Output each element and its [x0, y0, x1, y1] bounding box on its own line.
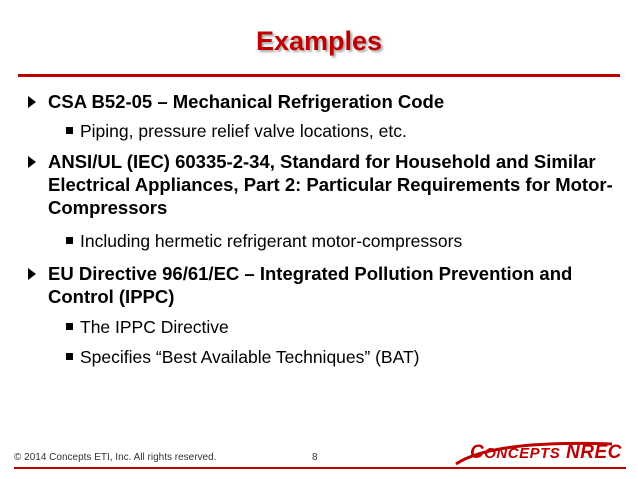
company-logo [452, 438, 622, 468]
footer-rule [14, 467, 626, 469]
sub-bullet-item [66, 346, 616, 368]
sub-bullet-text: The IPPC Directive [80, 317, 229, 337]
logo-c: C [470, 442, 485, 463]
square-bullet-icon [66, 127, 73, 134]
logo-wordmark [470, 442, 622, 464]
bullet-text: ANSI/UL (IEC) 60335-2-34, Standard for Household and Similar Electrical Appliances, Part 2: Particular Requirements for Motor-Compressors [48, 151, 613, 218]
square-bullet-icon [66, 353, 73, 360]
sub-bullet-item [66, 120, 616, 142]
page-number: 8 [312, 452, 318, 463]
square-bullet-icon [66, 237, 73, 244]
sub-bullet-text: Including hermetic refrigerant motor-compressors [80, 231, 463, 251]
square-bullet-icon [66, 323, 73, 330]
logo-nrec: NREC [566, 442, 622, 463]
logo-oncepts: ONCEPTS [484, 445, 561, 462]
sub-bullet-item [66, 316, 616, 338]
bullet-item [28, 262, 618, 308]
arrow-bullet-icon [28, 156, 36, 168]
bullet-text: EU Directive 96/61/EC – Integrated Pollution Prevention and Control (IPPC) [48, 263, 573, 307]
sub-bullet-text: Piping, pressure relief valve locations, etc. [80, 121, 407, 141]
bullet-item [28, 150, 618, 219]
bullet-item [28, 90, 618, 113]
bullet-text: CSA B52-05 – Mechanical Refrigeration Code [48, 91, 445, 112]
sub-bullet-text: Specifies “Best Available Techniques” (BAT) [80, 347, 420, 367]
sub-bullet-item [66, 230, 616, 252]
title-underline [18, 74, 620, 77]
arrow-bullet-icon [28, 268, 36, 280]
copyright-text: © 2014 Concepts ETI, Inc. All rights reserved. [14, 452, 217, 463]
slide-title: Examples [255, 26, 383, 56]
arrow-bullet-icon [28, 96, 36, 108]
